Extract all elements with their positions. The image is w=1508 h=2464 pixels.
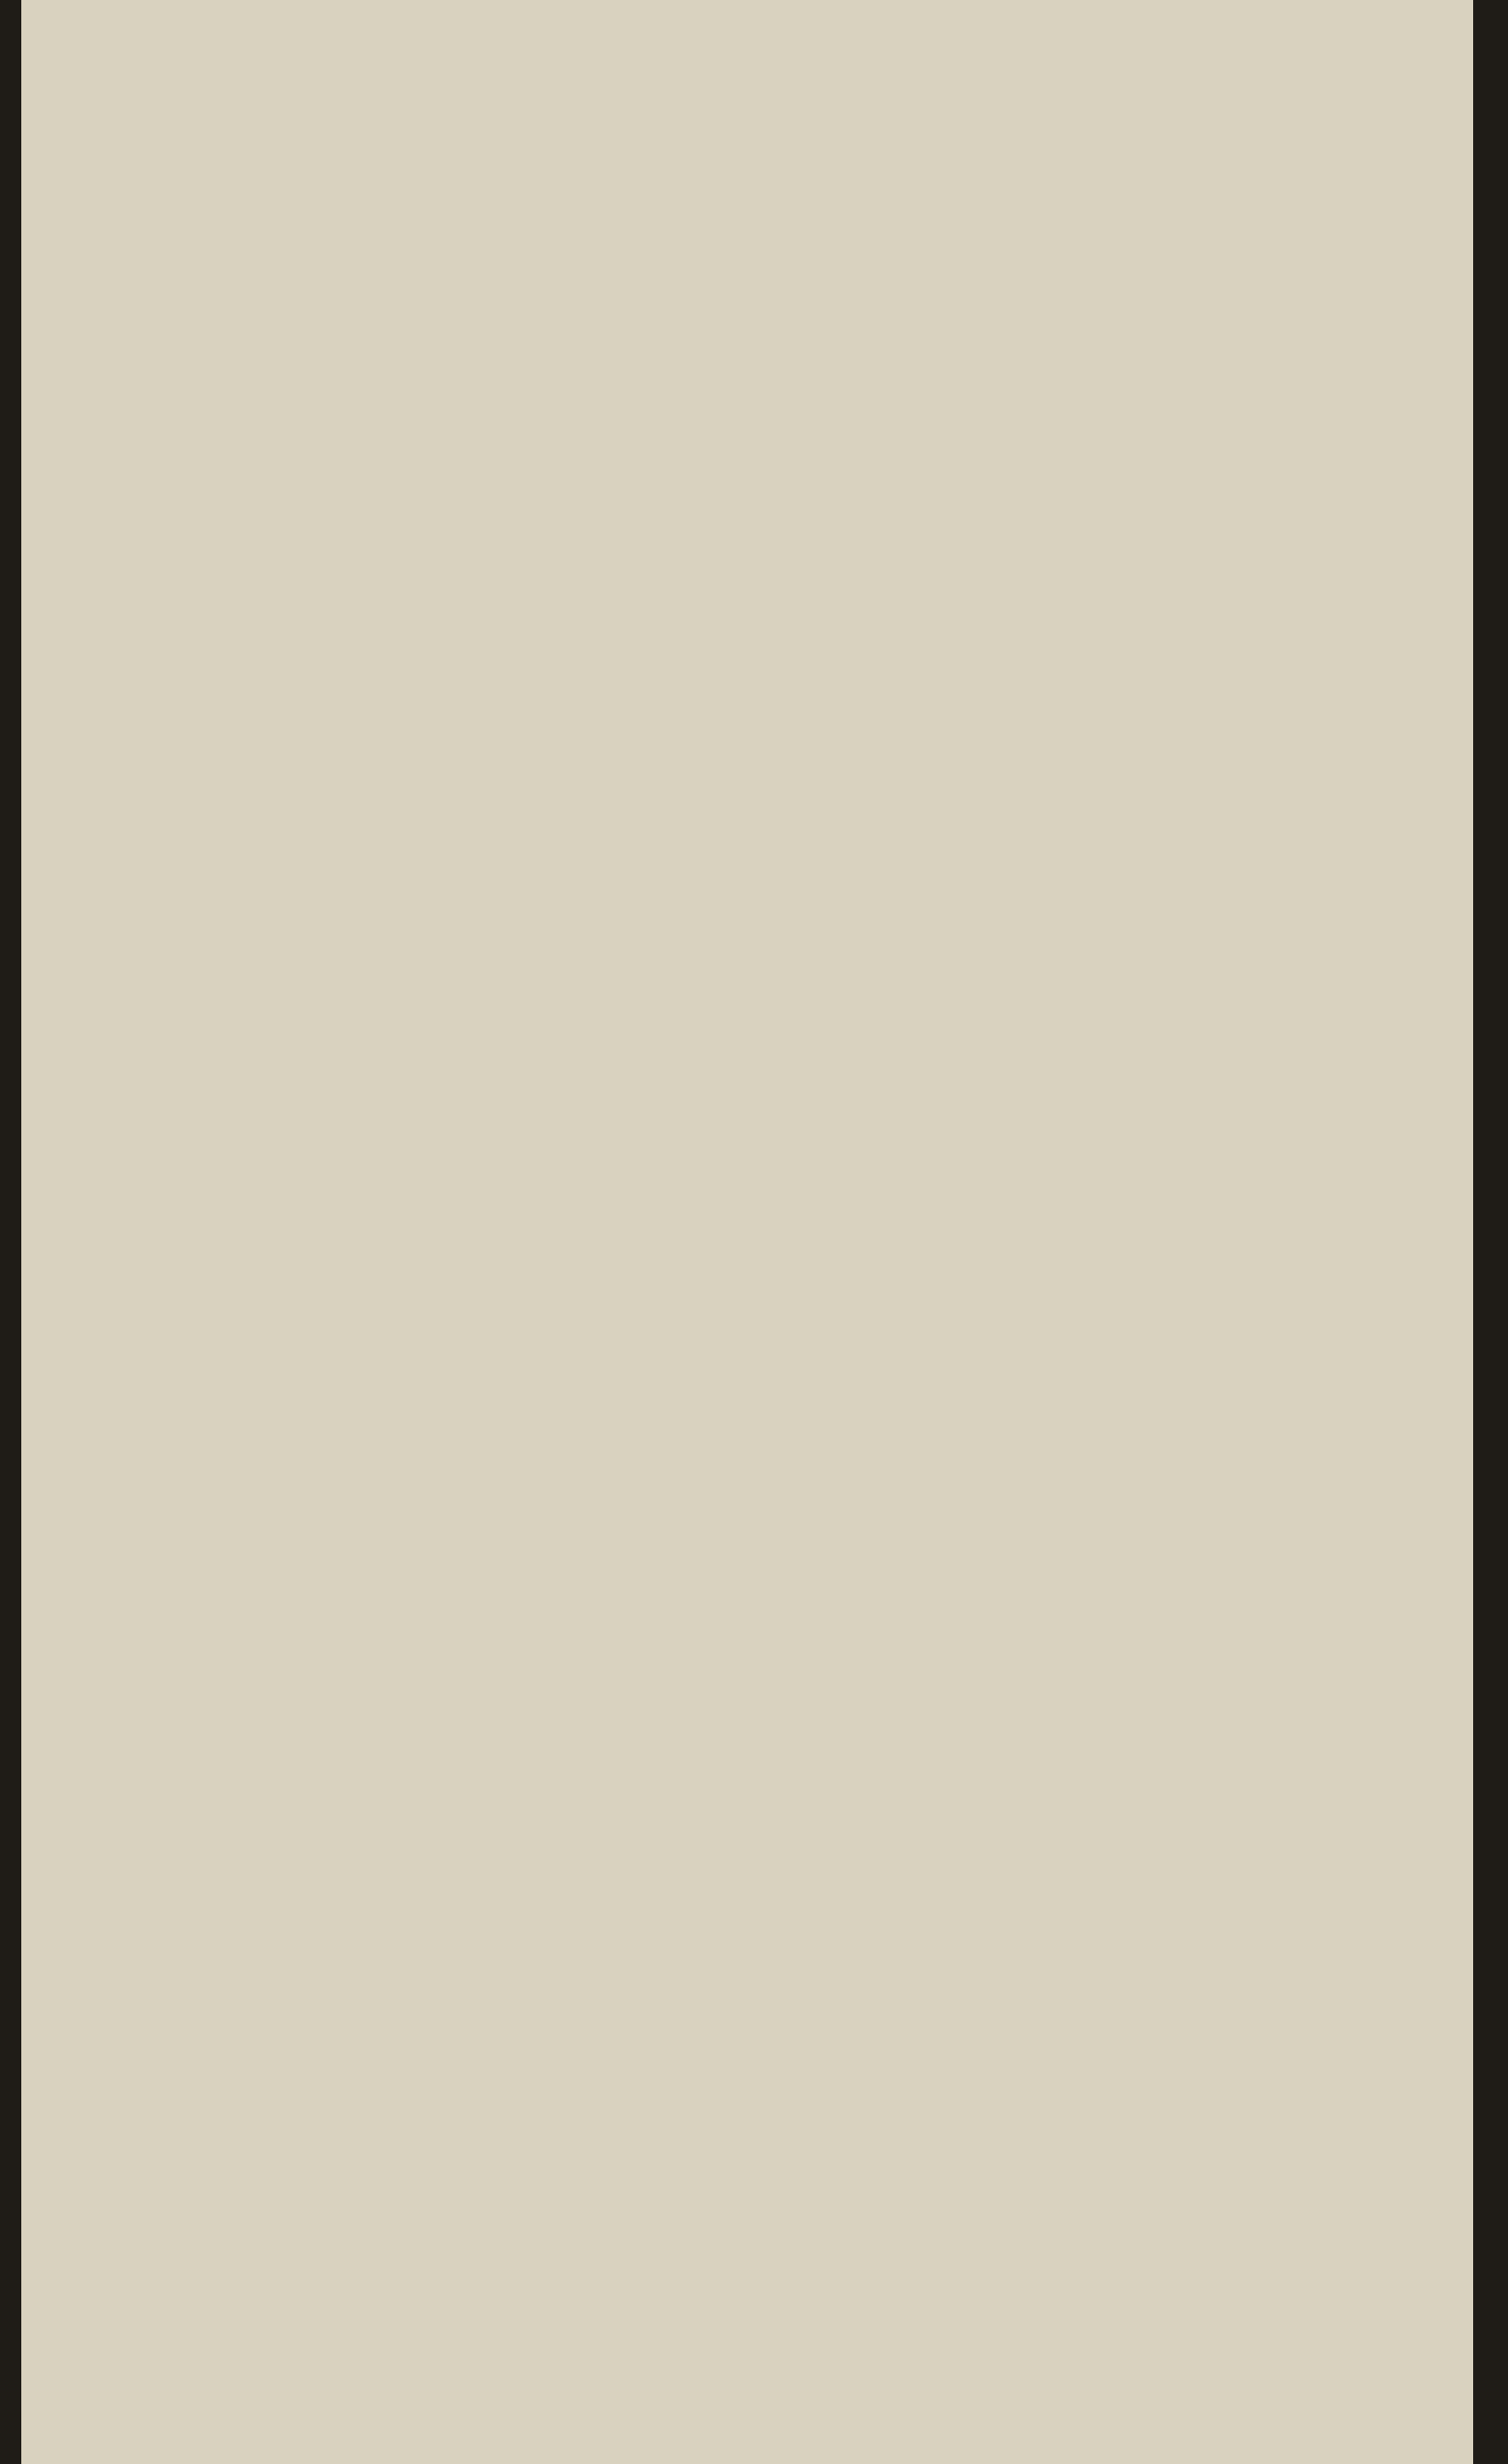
book-page [21,0,1473,2464]
